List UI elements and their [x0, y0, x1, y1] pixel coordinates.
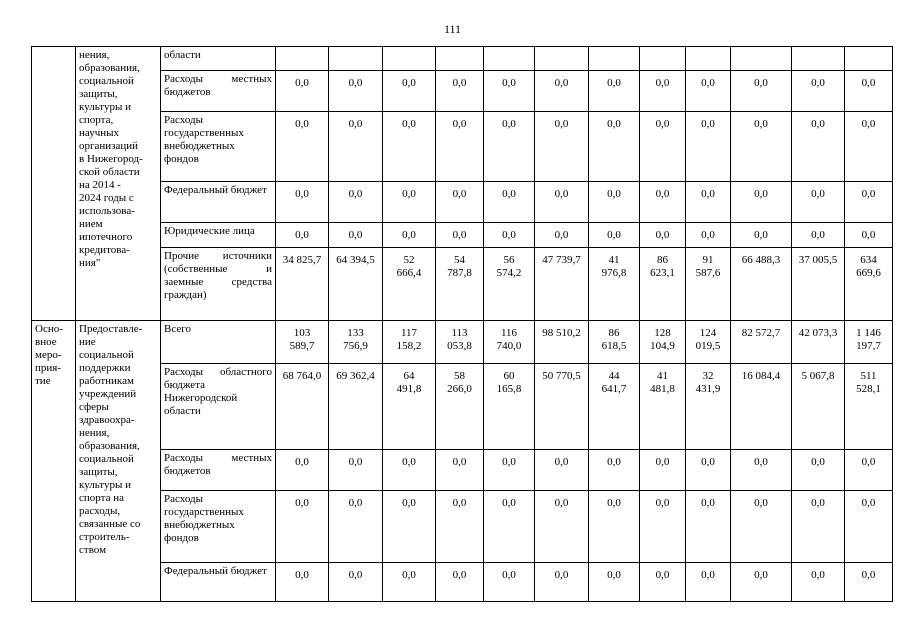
value-cell [436, 47, 484, 71]
value-cell [731, 321, 792, 364]
value-text: 0,0 [655, 456, 670, 468]
value-text: 0,0 [348, 188, 363, 200]
value-cell [276, 182, 329, 223]
funding-source-cell: Федеральный бюджет [161, 182, 276, 223]
value-text: 0,0 [701, 497, 715, 509]
value-text: 128 104,9 [650, 327, 675, 352]
value-text: 0,0 [554, 497, 569, 509]
funding-source-cell: области [161, 47, 276, 71]
value-text: 0,0 [754, 456, 768, 468]
value-text: 0,0 [554, 456, 569, 468]
value-cell [640, 223, 686, 248]
funding-source-cell: Расходы областного бюджета Нижегородской области [161, 364, 276, 450]
value-cell [276, 112, 329, 182]
value-text: 0,0 [811, 456, 825, 468]
value-text: 98 510,2 [542, 327, 581, 339]
value-cell [845, 112, 893, 182]
value-text: 5 067,8 [801, 370, 835, 382]
page-number: 111 [443, 22, 462, 36]
value-text: 511 528,1 [856, 370, 881, 395]
value-cell [731, 71, 792, 112]
value-text: 133 756,9 [343, 327, 368, 352]
value-text: 0,0 [811, 497, 825, 509]
value-cell [329, 563, 383, 602]
value-cell [589, 491, 640, 563]
value-cell [484, 71, 535, 112]
funding-source-cell: Юридические лица [161, 223, 276, 248]
value-text: 60 165,8 [496, 370, 522, 395]
value-cell [383, 47, 436, 71]
value-cell [329, 71, 383, 112]
value-text: 42 073,3 [798, 327, 838, 339]
value-cell [792, 563, 845, 602]
value-cell [640, 112, 686, 182]
value-cell [383, 112, 436, 182]
event-type-cell [32, 321, 76, 602]
value-text: 0,0 [701, 118, 715, 130]
event-type-text: Осно- вное меро- прия- тие [35, 323, 63, 387]
value-text: 0,0 [554, 118, 569, 130]
value-cell [535, 182, 589, 223]
value-text: 1 146 197,7 [856, 327, 881, 352]
value-text: 0,0 [607, 77, 621, 89]
value-cell [731, 47, 792, 71]
value-cell [589, 321, 640, 364]
value-cell [383, 248, 436, 321]
value-text: 0,0 [452, 569, 467, 581]
value-cell [589, 248, 640, 321]
value-text: 0,0 [402, 77, 416, 89]
value-cell [640, 71, 686, 112]
table-row [32, 321, 893, 364]
value-cell [535, 223, 589, 248]
value-cell [484, 563, 535, 602]
value-cell [484, 364, 535, 450]
value-text: 86 618,5 [601, 327, 627, 352]
value-text: 0,0 [861, 497, 876, 509]
value-cell [535, 47, 589, 71]
value-text: 0,0 [452, 118, 467, 130]
funding-source-cell: Расходы местных бюджетов [161, 450, 276, 491]
value-text: 0,0 [502, 188, 516, 200]
value-cell [535, 491, 589, 563]
value-text: 86 623,1 [650, 254, 675, 279]
value-text: 0,0 [607, 188, 621, 200]
value-cell [792, 491, 845, 563]
value-cell [845, 321, 893, 364]
value-cell [383, 71, 436, 112]
value-cell [329, 248, 383, 321]
value-text: 0,0 [607, 229, 621, 241]
value-text: 0,0 [452, 497, 467, 509]
value-cell [484, 491, 535, 563]
value-cell [686, 563, 731, 602]
table-row [32, 248, 893, 321]
value-text: 0,0 [348, 118, 363, 130]
value-cell [589, 182, 640, 223]
value-cell [383, 223, 436, 248]
value-cell [484, 321, 535, 364]
value-text: 0,0 [861, 569, 876, 581]
value-cell [436, 491, 484, 563]
value-text: 37 005,5 [798, 254, 838, 266]
value-text: 0,0 [502, 456, 516, 468]
value-text: 0,0 [402, 569, 416, 581]
value-cell [686, 364, 731, 450]
value-text: 0,0 [607, 569, 621, 581]
value-cell [589, 47, 640, 71]
value-text: 0,0 [295, 188, 309, 200]
value-text: 47 739,7 [542, 254, 581, 266]
value-text: 0,0 [452, 456, 467, 468]
value-cell [276, 563, 329, 602]
value-cell [640, 364, 686, 450]
value-cell [484, 112, 535, 182]
value-text: 0,0 [754, 188, 768, 200]
value-text: 0,0 [554, 77, 569, 89]
value-text: 0,0 [452, 229, 467, 241]
value-text: 0,0 [861, 188, 876, 200]
event-type-cell-empty [32, 47, 76, 321]
value-cell [589, 112, 640, 182]
value-cell [792, 364, 845, 450]
value-cell [329, 182, 383, 223]
value-text: 0,0 [502, 229, 516, 241]
value-cell [640, 47, 686, 71]
value-cell [329, 47, 383, 71]
value-cell [686, 182, 731, 223]
value-text: 0,0 [811, 569, 825, 581]
value-text: 116 740,0 [496, 327, 522, 352]
value-cell [686, 321, 731, 364]
value-text: 0,0 [811, 229, 825, 241]
value-text: 0,0 [452, 188, 467, 200]
value-text: 44 641,7 [601, 370, 627, 395]
value-text: 0,0 [295, 229, 309, 241]
value-cell [686, 71, 731, 112]
value-text: 117 158,2 [396, 327, 422, 352]
value-text: 64 491,8 [396, 370, 422, 395]
value-text: 0,0 [754, 229, 768, 241]
value-text: 69 362,4 [336, 370, 375, 382]
value-cell [276, 248, 329, 321]
value-cell [731, 450, 792, 491]
value-text: 16 084,4 [741, 370, 781, 382]
value-cell [436, 321, 484, 364]
value-text: 0,0 [402, 497, 416, 509]
value-text: 0,0 [554, 188, 569, 200]
value-text: 0,0 [402, 456, 416, 468]
value-cell [686, 248, 731, 321]
value-text: 0,0 [754, 497, 768, 509]
value-cell [589, 71, 640, 112]
value-cell [792, 71, 845, 112]
value-text: 0,0 [554, 569, 569, 581]
event-description-text: Предоставле- ние социальной поддержки работникам учреждений сферы здравоохра- нения, образования, социальной защиты, культуры и спорта на расходы, связанные со строитель- ством [79, 323, 143, 556]
value-cell [731, 182, 792, 223]
value-text: 0,0 [348, 456, 363, 468]
value-text: 0,0 [655, 497, 670, 509]
value-cell [792, 223, 845, 248]
table-row [32, 112, 893, 182]
value-text: 0,0 [861, 229, 876, 241]
value-cell [484, 248, 535, 321]
value-cell [845, 248, 893, 321]
value-cell [383, 182, 436, 223]
value-cell [276, 223, 329, 248]
value-text: 0,0 [402, 229, 416, 241]
value-text: 0,0 [607, 497, 621, 509]
value-text: 0,0 [295, 569, 309, 581]
table-row [32, 364, 893, 450]
value-cell [436, 223, 484, 248]
funding-source-cell: Всего [161, 321, 276, 364]
value-text: 66 488,3 [741, 254, 781, 266]
value-text: 0,0 [811, 188, 825, 200]
value-text: 0,0 [502, 497, 516, 509]
value-cell [731, 248, 792, 321]
value-cell [731, 364, 792, 450]
funding-source-cell: Федеральный бюджет [161, 563, 276, 602]
value-text: 52 666,4 [396, 254, 422, 279]
value-cell [792, 47, 845, 71]
value-cell [535, 112, 589, 182]
value-cell [792, 182, 845, 223]
value-cell [845, 182, 893, 223]
value-cell [383, 450, 436, 491]
table-row [32, 223, 893, 248]
value-cell [329, 223, 383, 248]
value-text: 41 481,8 [650, 370, 675, 395]
value-text: 0,0 [452, 77, 467, 89]
value-text: 68 764,0 [282, 370, 322, 382]
value-cell [535, 321, 589, 364]
value-text: 64 394,5 [336, 254, 375, 266]
value-cell [589, 364, 640, 450]
value-cell [640, 248, 686, 321]
value-cell [686, 450, 731, 491]
value-cell [329, 364, 383, 450]
value-cell [276, 71, 329, 112]
value-cell [329, 450, 383, 491]
value-cell [792, 248, 845, 321]
value-cell [484, 47, 535, 71]
value-cell [731, 112, 792, 182]
value-text: 0,0 [348, 497, 363, 509]
value-text: 0,0 [348, 77, 363, 89]
value-text: 103 589,7 [289, 327, 315, 352]
value-cell [845, 491, 893, 563]
value-cell [484, 223, 535, 248]
value-cell [436, 112, 484, 182]
table-row [32, 563, 893, 602]
funding-source-cell: Расходы государственных внебюджетных фондов [161, 112, 276, 182]
value-text: 0,0 [861, 118, 876, 130]
value-cell [276, 364, 329, 450]
value-text: 0,0 [402, 188, 416, 200]
value-cell [845, 223, 893, 248]
value-cell [640, 491, 686, 563]
value-text: 0,0 [655, 77, 670, 89]
value-text: 0,0 [348, 229, 363, 241]
value-cell [686, 491, 731, 563]
table-row [32, 47, 893, 71]
value-text: 0,0 [402, 118, 416, 130]
value-text: 0,0 [655, 229, 670, 241]
value-text: 124 019,5 [695, 327, 721, 352]
value-cell [276, 321, 329, 364]
value-text: 34 825,7 [282, 254, 322, 266]
value-text: 58 266,0 [447, 370, 472, 395]
value-cell [640, 321, 686, 364]
value-text: 0,0 [754, 77, 768, 89]
value-cell [792, 321, 845, 364]
value-cell [792, 450, 845, 491]
table-row [32, 71, 893, 112]
value-cell [845, 563, 893, 602]
value-cell [276, 491, 329, 563]
value-text: 0,0 [607, 456, 621, 468]
value-cell [731, 223, 792, 248]
value-text: 0,0 [701, 229, 715, 241]
value-text: 0,0 [701, 188, 715, 200]
value-text: 0,0 [348, 569, 363, 581]
value-cell [686, 223, 731, 248]
value-cell [329, 112, 383, 182]
value-cell [436, 71, 484, 112]
value-text: 0,0 [655, 118, 670, 130]
event-description-text: нения, образования, социальной защиты, культуры и спорта, научных организаций в Нижегород- ской области на 2014 - 2024 годы с использова- нием ипотечного кредитова- ния" [79, 49, 143, 269]
value-text: 50 770,5 [542, 370, 581, 382]
value-text: 0,0 [811, 118, 825, 130]
value-cell [640, 563, 686, 602]
value-cell [535, 450, 589, 491]
value-text: 0,0 [295, 77, 309, 89]
value-cell [845, 71, 893, 112]
value-text: 0,0 [655, 569, 670, 581]
value-cell [731, 563, 792, 602]
value-text: 0,0 [655, 188, 670, 200]
value-text: 0,0 [754, 569, 768, 581]
table-row [32, 491, 893, 563]
value-text: 0,0 [701, 569, 715, 581]
value-text: 0,0 [554, 229, 569, 241]
value-cell [589, 223, 640, 248]
value-cell [383, 563, 436, 602]
value-cell [640, 450, 686, 491]
value-text: 0,0 [607, 118, 621, 130]
value-text: 634 669,6 [856, 254, 881, 279]
table-body [32, 47, 893, 602]
value-cell [589, 450, 640, 491]
table-row [32, 450, 893, 491]
value-cell [589, 563, 640, 602]
value-text: 0,0 [295, 118, 309, 130]
value-cell [329, 321, 383, 364]
table-row [32, 182, 893, 223]
value-cell [436, 364, 484, 450]
value-cell [383, 321, 436, 364]
value-text: 113 053,8 [447, 327, 472, 352]
value-cell [276, 450, 329, 491]
value-text: 0,0 [295, 497, 309, 509]
value-cell [792, 112, 845, 182]
value-cell [845, 450, 893, 491]
value-text: 0,0 [295, 456, 309, 468]
value-cell [535, 71, 589, 112]
value-cell [845, 364, 893, 450]
value-text: 0,0 [502, 118, 516, 130]
value-text: 0,0 [861, 77, 876, 89]
event-description-cell [76, 321, 161, 602]
value-text: 0,0 [701, 77, 715, 89]
value-text: 0,0 [754, 118, 768, 130]
value-text: 91 587,6 [695, 254, 721, 279]
value-cell [484, 450, 535, 491]
funding-source-cell: Прочие источники (собственные и заемные средства граждан) [161, 248, 276, 321]
funding-table [31, 46, 893, 602]
value-text: 82 572,7 [741, 327, 781, 339]
event-description-cell [76, 47, 161, 321]
value-cell [436, 182, 484, 223]
value-cell [436, 248, 484, 321]
value-text: 32 431,9 [695, 370, 721, 395]
value-text: 0,0 [701, 456, 715, 468]
value-cell [640, 182, 686, 223]
value-cell [535, 364, 589, 450]
value-text: 41 976,8 [601, 254, 627, 279]
value-cell [535, 248, 589, 321]
value-text: 56 574,2 [496, 254, 522, 279]
value-cell [329, 491, 383, 563]
value-cell [276, 47, 329, 71]
funding-source-cell: Расходы местных бюджетов [161, 71, 276, 112]
value-cell [845, 47, 893, 71]
value-cell [535, 563, 589, 602]
value-cell [686, 47, 731, 71]
value-text: 0,0 [502, 569, 516, 581]
value-text: 0,0 [811, 77, 825, 89]
value-cell [383, 364, 436, 450]
value-cell [731, 491, 792, 563]
funding-source-cell: Расходы государственных внебюджетных фондов [161, 491, 276, 563]
value-cell [686, 112, 731, 182]
value-cell [436, 563, 484, 602]
value-text: 54 787,8 [447, 254, 472, 279]
value-cell [484, 182, 535, 223]
value-text: 0,0 [502, 77, 516, 89]
value-cell [383, 491, 436, 563]
value-text: 0,0 [861, 456, 876, 468]
value-cell [436, 450, 484, 491]
